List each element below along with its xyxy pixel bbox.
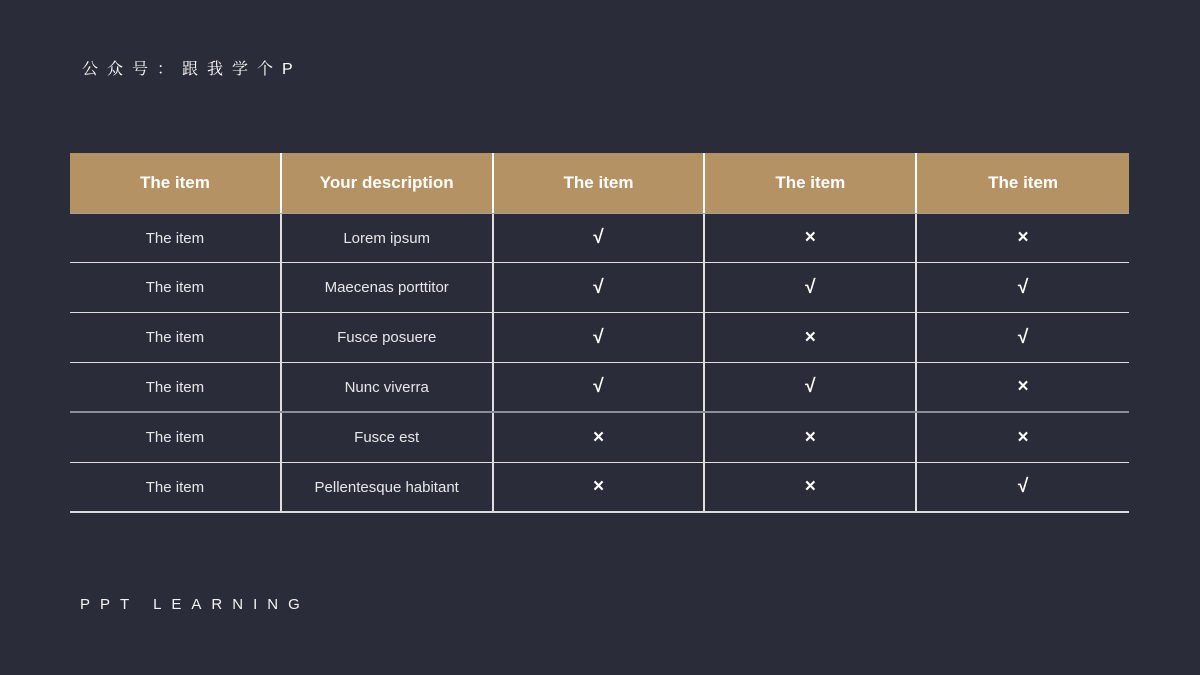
table-row — [70, 413, 1129, 463]
column-header: Your description — [282, 153, 494, 213]
description-cell: Fusce est — [282, 413, 494, 462]
table-row — [70, 463, 1129, 513]
item-cell: The item — [70, 413, 282, 462]
item-cell: The item — [70, 363, 282, 411]
table-row — [70, 213, 1129, 263]
wechat-account-label: 公众号：跟我学个P — [82, 61, 302, 78]
cross-mark: × — [1017, 376, 1029, 397]
description-cell: Pellentesque habitant — [282, 463, 494, 511]
table-body — [70, 213, 1129, 513]
item-cell: The item — [70, 263, 282, 312]
check-mark: √ — [1017, 276, 1029, 298]
table-header-row — [70, 153, 1129, 213]
column-header: The item — [988, 173, 1059, 192]
cross-mark: × — [705, 214, 917, 262]
cross-mark: × — [494, 463, 706, 511]
description-cell: Lorem ipsum — [282, 214, 494, 262]
item-cell: The item — [70, 214, 282, 262]
check-mark: √ — [705, 363, 917, 411]
cross-mark: × — [494, 413, 706, 462]
column-header: The item — [70, 153, 282, 213]
cross-mark: × — [705, 313, 917, 362]
cross-mark: × — [1017, 227, 1029, 248]
cross-mark: × — [1017, 426, 1029, 448]
check-mark: √ — [1017, 326, 1029, 348]
comparison-table — [70, 153, 1129, 513]
table-row — [70, 313, 1129, 363]
description-cell: Nunc viverra — [282, 363, 494, 411]
check-mark: √ — [494, 313, 706, 362]
column-header: The item — [705, 153, 917, 213]
ppt-learning-brand-label: PPT LEARNING — [80, 596, 310, 613]
table-row — [70, 363, 1129, 413]
description-cell: Maecenas porttitor — [282, 263, 494, 312]
description-cell: Fusce posuere — [282, 313, 494, 362]
column-header: The item — [494, 153, 706, 213]
check-mark: √ — [1017, 476, 1029, 497]
check-mark: √ — [494, 363, 706, 411]
cross-mark: × — [705, 463, 917, 511]
item-cell: The item — [70, 463, 282, 511]
check-mark: √ — [705, 263, 917, 312]
cross-mark: × — [705, 413, 917, 462]
check-mark: √ — [494, 214, 706, 262]
table-row — [70, 263, 1129, 313]
item-cell: The item — [70, 313, 282, 362]
check-mark: √ — [494, 263, 706, 312]
